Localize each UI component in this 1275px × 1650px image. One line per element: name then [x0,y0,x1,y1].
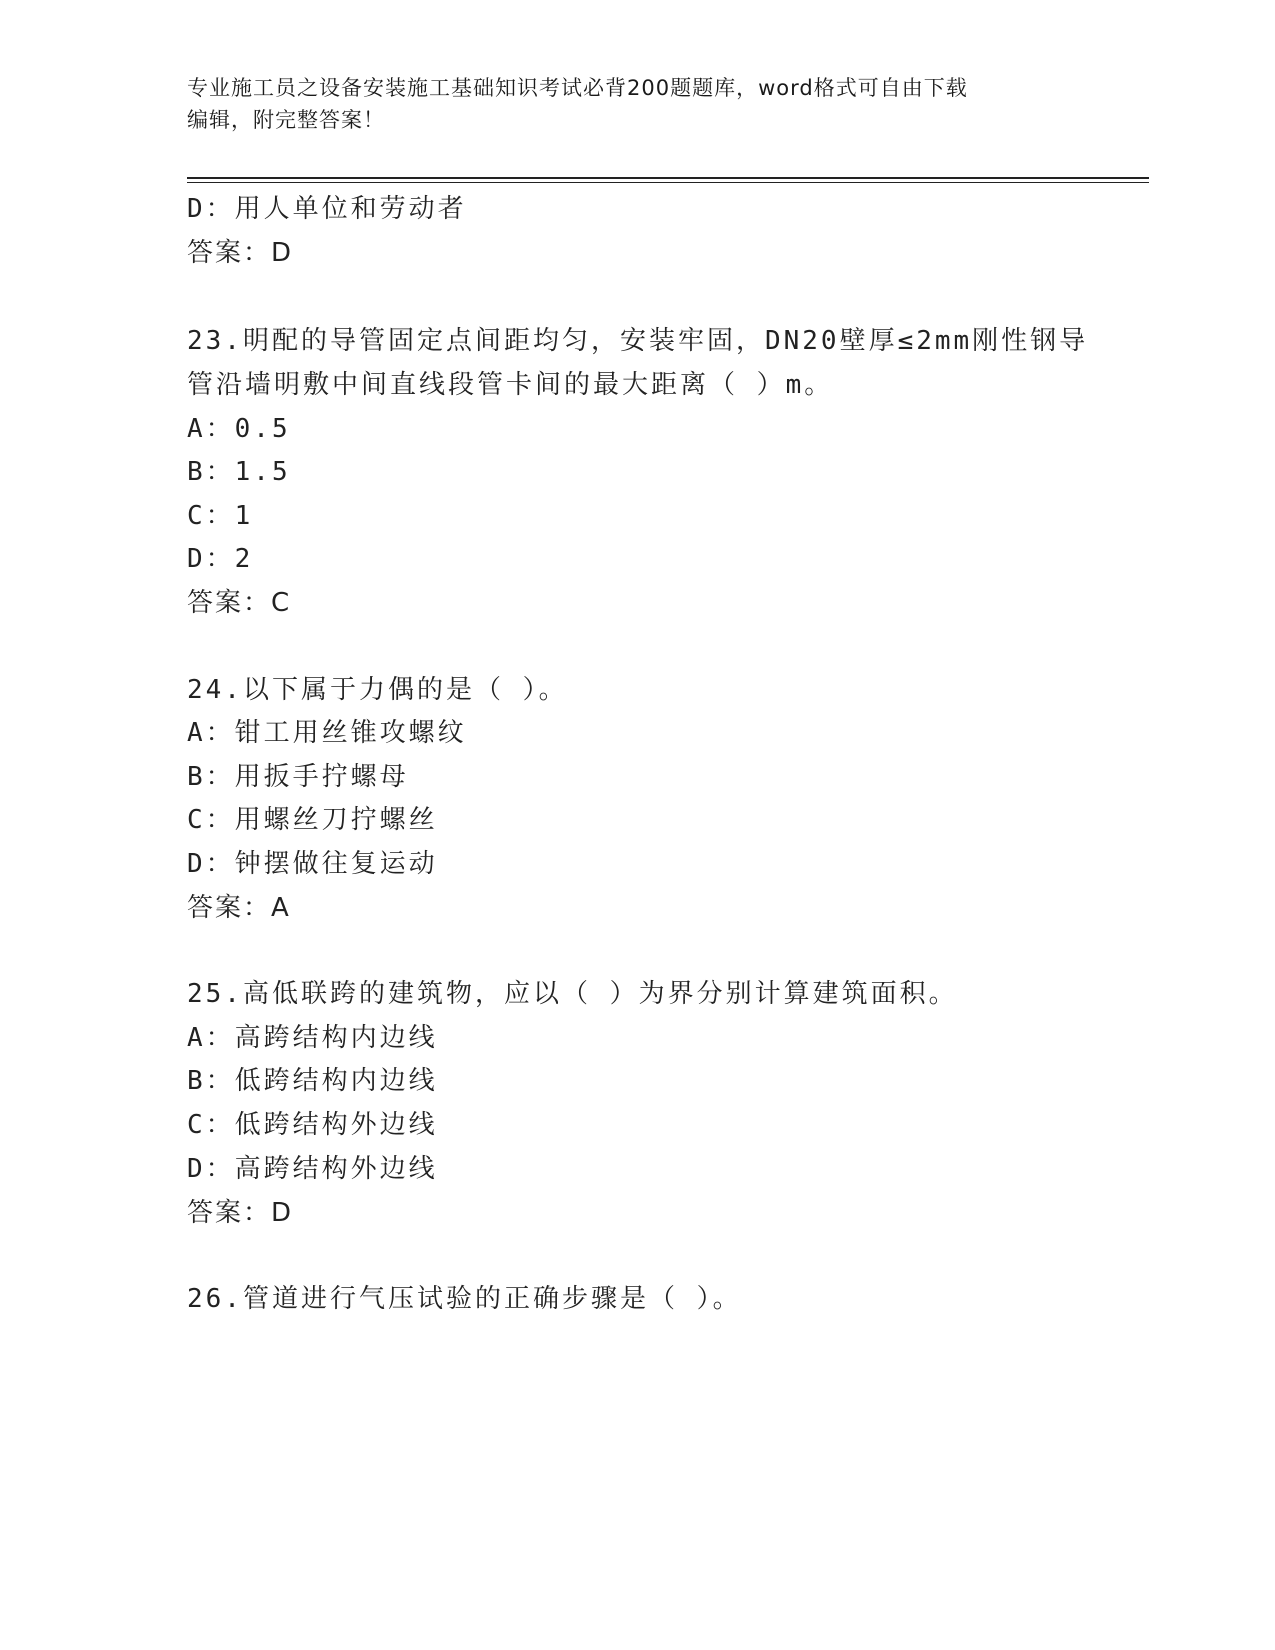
q24-option-c: C：用螺丝刀拧螺丝 [187,805,438,835]
q25-stem: 25.高低联跨的建筑物，应以（ ）为界分别计算建筑面积。 [187,979,958,1009]
q23-stem-line-2: 管沿墙明敷中间直线段管卡间的最大距离（ ）m。 [187,370,834,400]
q25-option-c: C：低跨结构外边线 [187,1110,438,1140]
q24-option-b: B：用扳手拧螺母 [187,762,409,792]
q25-option-d: D：高跨结构外边线 [187,1154,438,1184]
q23-option-a: A：0.5 [187,414,291,444]
q23-answer: 答案：C [187,588,292,618]
q26-stem: 26.管道进行气压试验的正确步骤是（ ）。 [187,1284,742,1314]
q25-option-b: B：低跨结构内边线 [187,1066,438,1096]
prev-option-d: D：用人单位和劳动者 [187,194,467,224]
q25-answer: 答案：D [187,1198,294,1228]
q23-option-b: B：1.5 [187,457,291,487]
header-divider-thick [187,177,1149,179]
q24-stem: 24.以下属于力偶的是（ ）。 [187,675,568,705]
page-header [187,72,1087,136]
q23-option-c: C：1 [187,501,254,531]
header-line-1: 专业施工员之设备安装施工基础知识考试必背200题题库，word格式可自由下载 [187,76,968,100]
header-line-2: 编辑，附完整答案！ [187,108,385,132]
q23-stem-line-1: 23.明配的导管固定点间距均匀，安装牢固，DN20壁厚≤2mm刚性钢导 [187,326,1089,356]
header-divider-thin [187,182,1149,183]
q24-option-d: D：钟摆做往复运动 [187,849,438,879]
q24-option-a: A：钳工用丝锥攻螺纹 [187,718,467,748]
q24-answer: 答案：A [187,893,291,923]
prev-answer: 答案：D [187,238,294,268]
q25-option-a: A：高跨结构内边线 [187,1023,438,1053]
q23-option-d: D：2 [187,544,254,574]
